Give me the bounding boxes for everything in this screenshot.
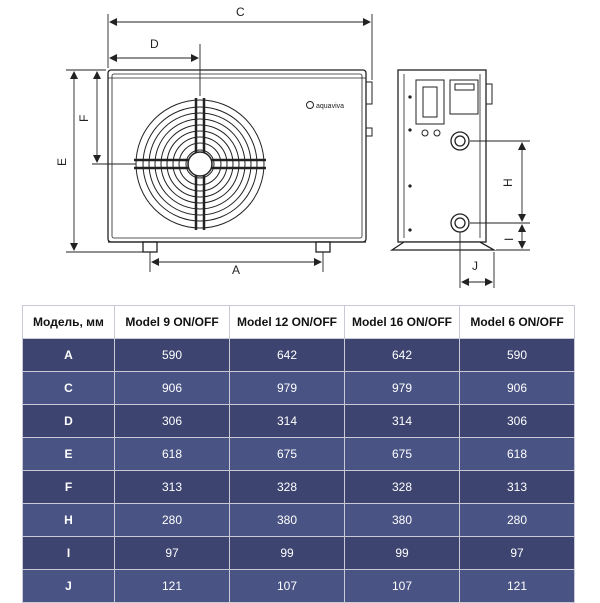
dim-label-c: C — [236, 5, 245, 19]
table-row — [23, 570, 575, 603]
row-label: E — [23, 438, 115, 471]
table-cell: 313 — [115, 471, 230, 504]
front-view — [108, 70, 372, 252]
table-cell: 314 — [345, 405, 460, 438]
table-cell: 107 — [230, 570, 345, 603]
table-cell: 906 — [460, 372, 575, 405]
row-label: F — [23, 471, 115, 504]
table-row — [23, 537, 575, 570]
table-cell: 618 — [115, 438, 230, 471]
table-cell: 590 — [115, 339, 230, 372]
table-cell: 642 — [230, 339, 345, 372]
table-cell: 590 — [460, 339, 575, 372]
table-cell: 97 — [115, 537, 230, 570]
table-cell: 380 — [230, 504, 345, 537]
table-cell: 328 — [230, 471, 345, 504]
table-row — [23, 504, 575, 537]
table-cell: 642 — [345, 339, 460, 372]
table-cell: 121 — [460, 570, 575, 603]
dim-label-f: F — [77, 114, 91, 122]
table-cell: 979 — [345, 372, 460, 405]
column-header: Model 9 ON/OFF — [115, 306, 230, 339]
table-row — [23, 471, 575, 504]
table-cell: 280 — [460, 504, 575, 537]
table-cell: 306 — [115, 405, 230, 438]
dimension-drawing — [0, 0, 600, 300]
table-row — [23, 405, 575, 438]
column-header: Модель, мм — [23, 306, 115, 339]
row-label: I — [23, 537, 115, 570]
column-header: Model 16 ON/OFF — [345, 306, 460, 339]
table-cell: 675 — [230, 438, 345, 471]
table-cell: 99 — [345, 537, 460, 570]
table-cell: 618 — [460, 438, 575, 471]
dim-label-d: D — [150, 37, 159, 51]
table-row — [23, 438, 575, 471]
dimensions-table — [22, 305, 575, 603]
table-cell: 280 — [115, 504, 230, 537]
table-cell: 675 — [345, 438, 460, 471]
column-header: Model 6 ON/OFF — [460, 306, 575, 339]
row-label: A — [23, 339, 115, 372]
table-cell: 97 — [460, 537, 575, 570]
table-row — [23, 339, 575, 372]
column-header: Model 12 ON/OFF — [230, 306, 345, 339]
brand-label: aquaviva — [316, 103, 345, 110]
table-cell: 906 — [115, 372, 230, 405]
dim-label-a: A — [232, 263, 241, 277]
table-row — [23, 372, 575, 405]
table-cell: 121 — [115, 570, 230, 603]
row-label: C — [23, 372, 115, 405]
row-label: H — [23, 504, 115, 537]
dim-label-h: H — [501, 178, 515, 187]
table-cell: 328 — [345, 471, 460, 504]
table-cell: 979 — [230, 372, 345, 405]
table-cell: 107 — [345, 570, 460, 603]
table-cell: 380 — [345, 504, 460, 537]
table-header-row — [23, 306, 575, 339]
table-cell: 99 — [230, 537, 345, 570]
dim-label-j: J — [472, 259, 478, 273]
table-cell: 306 — [460, 405, 575, 438]
dim-label-e: E — [55, 157, 69, 166]
table-cell: 314 — [230, 405, 345, 438]
dim-label-i: I — [502, 237, 516, 241]
row-label: D — [23, 405, 115, 438]
table-cell: 313 — [460, 471, 575, 504]
row-label: J — [23, 570, 115, 603]
